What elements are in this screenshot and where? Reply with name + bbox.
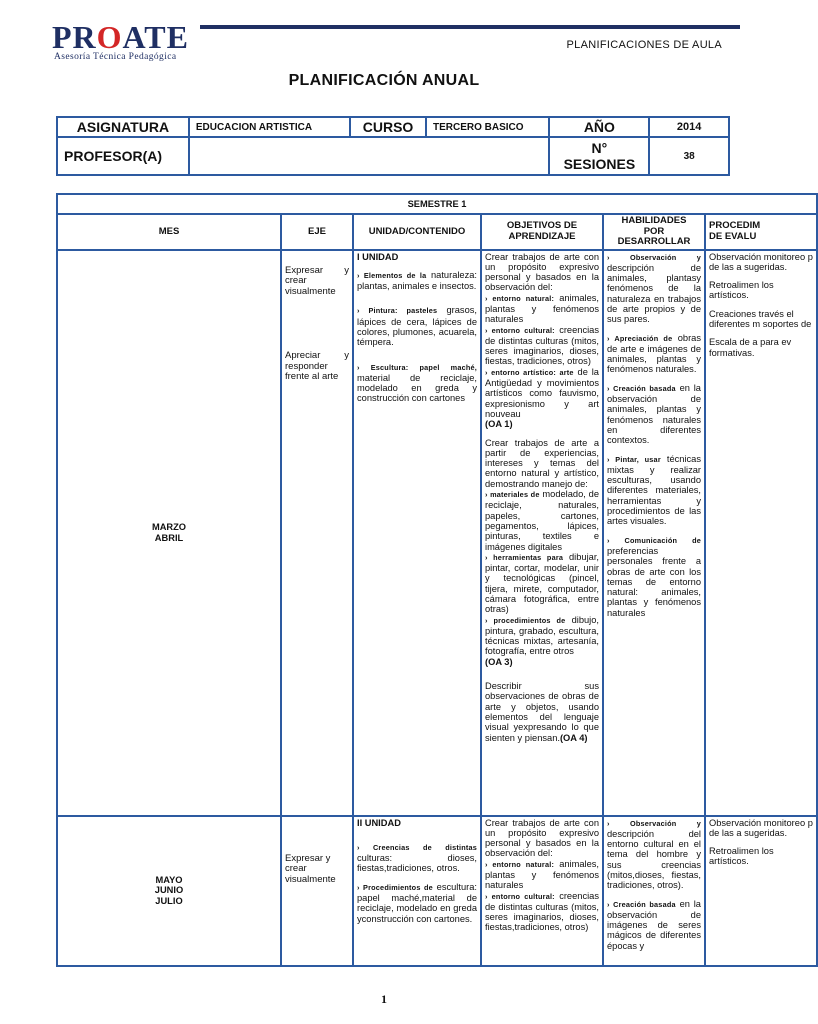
- table-row: [57, 250, 817, 816]
- logo-subtitle: Asesoría Técnica Pedagógica: [54, 52, 177, 62]
- profesor-label: PROFESOR(A): [57, 137, 189, 175]
- col-header-mes: MES: [57, 214, 281, 250]
- asignatura-label: ASIGNATURA: [57, 117, 189, 137]
- page-number: 1: [381, 992, 387, 1006]
- header-section-title: PLANIFICACIONES DE AULA: [566, 39, 722, 51]
- semester-header: SEMESTRE 1: [57, 194, 817, 214]
- asignatura-value: EDUCACION ARTISTICA: [189, 117, 350, 137]
- logo: [52, 19, 189, 62]
- objetivos-cell: Crear trabajos de arte con un propósito expresivo personal y basados en la observación del: › entorno natural: animales, plantas y fenómenos naturales › entorno cultural: creencias de distintas culturas (mitos, seres imaginarios, dioses, fiestas, tradiciones, otros) › entorno artístico: arte de la Antigüedad y movimientos artísticos como fauvismo, expresionismo y art nouveau (OA 1) Crear trabajos de arte a partir de experiencias, intereses y temas del entorno natural y artístico, demostrando manejo de: › materiales de modelado, de reciclaje, naturales, papeles, cartones, pegamentos, lápices, pinturas, textiles e imágenes digitales › herramientas para dibujar, pintar, cortar, modelar, unir y tecnológicas (pincel, tijera, mirete, computador, cámara fotográfica, entre otras) › procedimientos de dibujo, pintura, grabado, escultura, técnicas mixtas, artesanía, fotografía, entre otros (OA 3) Describir sus observaciones de obras de arte y objetos, usando elementos del lenguaje visual yexpresando lo que sienten y piensan.(OA 4): [481, 250, 603, 816]
- col-header-procedimientos: PROCEDIM DE EVALU: [705, 214, 817, 250]
- unidad-cell: II UNIDAD › Creencias de distintas culturas: dioses, fiestas,tradiciones, otros. › Procedimientos de escultura: papel maché,material de reciclaje, modelado en greda yconstrucción con cartones.: [353, 816, 481, 966]
- mes-cell: MARZO ABRIL: [57, 250, 281, 816]
- info-table: [56, 116, 730, 176]
- eje-cell: Expresar y crear visualmente Apreciar y responder frente al arte: [281, 250, 353, 816]
- habilidades-cell: › Observación y descripción del entorno cultural en el tema del hombre y sus creencias (mitos,dioses, fiestas, tradiciones, otros). › Creación basada en la observación de imágenes de seres mágicos de diferentes épocas y: [603, 816, 705, 966]
- table-row: [57, 816, 817, 966]
- anio-value: 2014: [649, 117, 729, 137]
- curso-label: CURSO: [350, 117, 426, 137]
- col-header-objetivos: OBJETIVOS DE APRENDIZAJE: [481, 214, 603, 250]
- procedimientos-cell: Observación monitoreo p de las a sugeridas. Retroalimen los artísticos. Creaciones través el diferentes m soportes de Escala de a para ev formativas.: [705, 250, 817, 816]
- col-header-unidad: UNIDAD/CONTENIDO: [353, 214, 481, 250]
- col-header-habilidades: HABILIDADES POR DESARROLLAR: [603, 214, 705, 250]
- habilidades-cell: › Observación y descripción de animales, plantasy fenómenos de la naturaleza en trabajos de arte propios y de sus pares. › Apreciación de obras de arte e imágenes de animales, plantas y fenómenos naturales. › Creación basada en la observación de animales, plantas y fenómenos naturales en diferentes contextos. › Pintar, usar técnicas mixtas y realizar esculturas, usando diferentes materiales, herramientas y procedimientos de las artes visuales. › Comunicación de preferencias personales frente a obras de arte con los temas de entorno natural: animales, plantas y fenómenos naturales: [603, 250, 705, 816]
- unidad-cell: I UNIDAD › Elementos de la naturaleza: plantas, animales e insectos. › Pintura: pasteles grasos, lápices de cera, lápices de colores, plumones, acuarela, témpera. › Escultura: papel maché, material de reciclaje, modelado en greda y construcción con cartones: [353, 250, 481, 816]
- sesiones-label: N° SESIONES: [549, 137, 649, 175]
- profesor-value: [189, 137, 550, 175]
- logo-wordmark: PROATE: [52, 19, 189, 55]
- eje-cell: Expresar y crear visualmente: [281, 816, 353, 966]
- procedimientos-cell: Observación monitoreo p de las a sugeridas. Retroalimen los artísticos.: [705, 816, 817, 966]
- col-header-eje: EJE: [281, 214, 353, 250]
- page-title: PLANIFICACIÓN ANUAL: [288, 72, 480, 89]
- sesiones-value: 38: [649, 137, 729, 175]
- planning-table: [56, 193, 818, 967]
- curso-value: TERCERO BASICO: [426, 117, 549, 137]
- anio-label: AÑO: [549, 117, 649, 137]
- header-rule: [200, 25, 740, 29]
- objetivos-cell: Crear trabajos de arte con un propósito expresivo personal y basados en la observación del: › entorno natural: animales, plantas y fenómenos naturales › entorno cultural: creencias de distintas culturas (mitos, seres imaginarios, dioses, fiestas,tradiciones, otros): [481, 816, 603, 966]
- mes-cell: MAYO JUNIO JULIO: [57, 816, 281, 966]
